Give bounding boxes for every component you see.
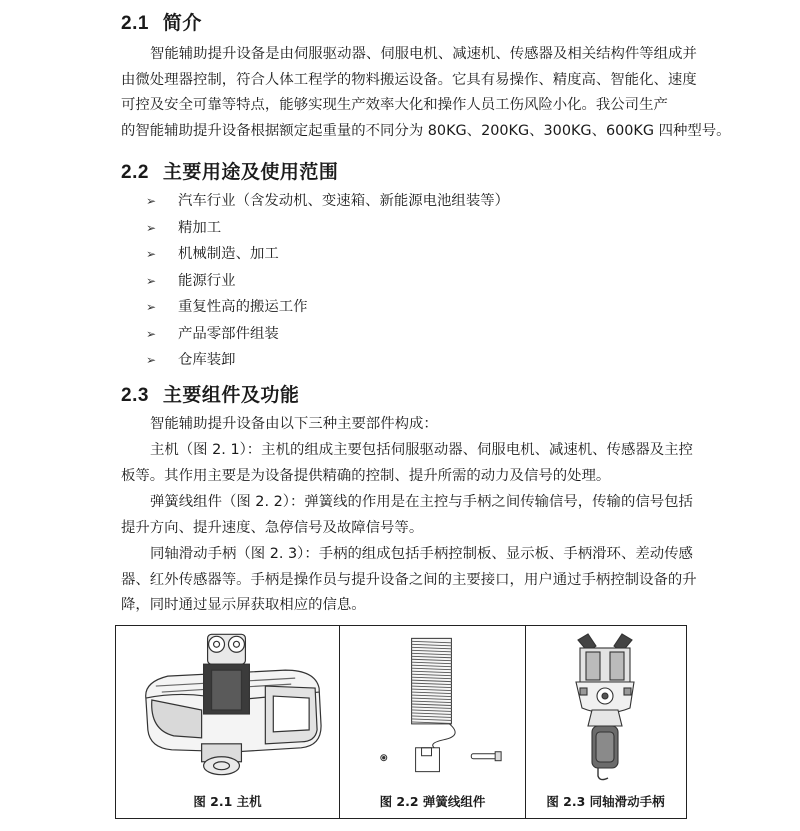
section-number: 2.1 xyxy=(121,13,149,34)
list-item xyxy=(146,188,509,215)
section-2-3-heading xyxy=(121,380,299,407)
list-item-text: 精加工 xyxy=(178,219,222,236)
list-item xyxy=(146,347,509,374)
handle-illustration xyxy=(526,626,685,784)
list-item xyxy=(146,241,509,268)
paragraph-line: 的智能辅助提升设备根据额定起重量的不同分为 80KG、200KG、300KG、600KG 四种型号。 xyxy=(121,122,731,139)
section-2-1-heading xyxy=(121,8,202,35)
list-item-text: 仓库装卸 xyxy=(178,352,236,368)
paragraph-line: 可控及安全可靠等特点，能够实现生产效率大化和操作人员工伤风险小化。我公司生产 xyxy=(121,97,668,113)
paragraph-line: 降，同时通过显示屏获取相应的信息。 xyxy=(121,597,366,613)
arrow-bullet-icon: ➢ xyxy=(146,220,157,235)
components-intro xyxy=(121,412,691,438)
intro-paragraph xyxy=(121,42,731,144)
list-item-text: 能源行业 xyxy=(178,272,236,289)
paragraph-line: 弹簧线组件（图 2. 2）：弹簧线的作用是在主控与手柄之间传输信号，传输的信号包括 xyxy=(150,494,693,510)
figure-2-2-cell xyxy=(340,626,526,818)
list-item xyxy=(146,321,509,348)
arrow-bullet-icon: ➢ xyxy=(146,353,157,367)
section-title: 简介 xyxy=(162,12,202,34)
section-2-2-heading xyxy=(121,157,338,184)
figure-caption: 图 2.1 主机 xyxy=(193,794,262,809)
section-number: 2.3 xyxy=(121,385,149,406)
arrow-bullet-icon: ➢ xyxy=(146,273,157,288)
list-item xyxy=(146,294,509,321)
arrow-bullet-icon: ➢ xyxy=(146,300,157,314)
figure-2-1-cell xyxy=(116,626,340,818)
figure-caption: 图 2.2 弹簧线组件 xyxy=(379,794,486,809)
list-item xyxy=(146,215,509,242)
list-item-text: 机械制造、加工 xyxy=(178,246,279,262)
arrow-bullet-icon: ➢ xyxy=(146,194,157,208)
arrow-bullet-icon: ➢ xyxy=(146,326,157,341)
figure-2-3-cell xyxy=(526,626,685,818)
paragraph-line: 由微处理器控制，符合人体工程学的物料搬运设备。它具有易操作、精度高、智能化、速度 xyxy=(121,71,697,88)
list-item-text: 重复性高的搬运工作 xyxy=(178,299,308,315)
section-number: 2.2 xyxy=(121,162,149,183)
paragraph-line: 同轴滑动手柄（图 2. 3）：手柄的组成包括手柄控制板、显示板、手柄滑环、差动传感 xyxy=(150,546,693,562)
main-unit-paragraph xyxy=(121,438,691,489)
coil-cord-illustration xyxy=(340,626,525,784)
list-item-text: 汽车行业（含发动机、变速箱、新能源电池组装等） xyxy=(178,193,509,209)
coil-cord-paragraph xyxy=(121,490,691,541)
handle-paragraph xyxy=(121,542,697,619)
paragraph-line: 提升方向、提升速度、急停信号及故障信号等。 xyxy=(121,519,424,536)
section-title: 主要用途及使用范围 xyxy=(162,161,339,183)
main-unit-illustration xyxy=(116,626,339,784)
usage-list xyxy=(146,188,509,374)
paragraph-line: 器、红外传感器等。手柄是操作员与提升设备之间的主要接口，用户通过手柄控制设备的升 xyxy=(121,571,697,588)
section-title: 主要组件及功能 xyxy=(162,384,300,406)
figure-table xyxy=(115,625,687,819)
arrow-bullet-icon: ➢ xyxy=(146,247,157,261)
paragraph-line: 主机（图 2. 1）：主机的组成主要包括伺服驱动器、伺服电机、减速机、传感器及主控 xyxy=(150,442,693,458)
paragraph-line: 板等。其作用主要是为设备提供精确的控制、提升所需的动力及信号的处理。 xyxy=(121,467,611,484)
figure-caption: 图 2.3 同轴滑动手柄 xyxy=(546,794,665,809)
paragraph-line: 智能辅助提升设备是由伺服驱动器、伺服电机、减速机、传感器及相关结构件等组成并 xyxy=(150,46,697,62)
paragraph-line: 智能辅助提升设备由以下三种主要部件构成： xyxy=(150,416,438,432)
list-item xyxy=(146,268,509,295)
list-item-text: 产品零部件组装 xyxy=(178,325,279,342)
